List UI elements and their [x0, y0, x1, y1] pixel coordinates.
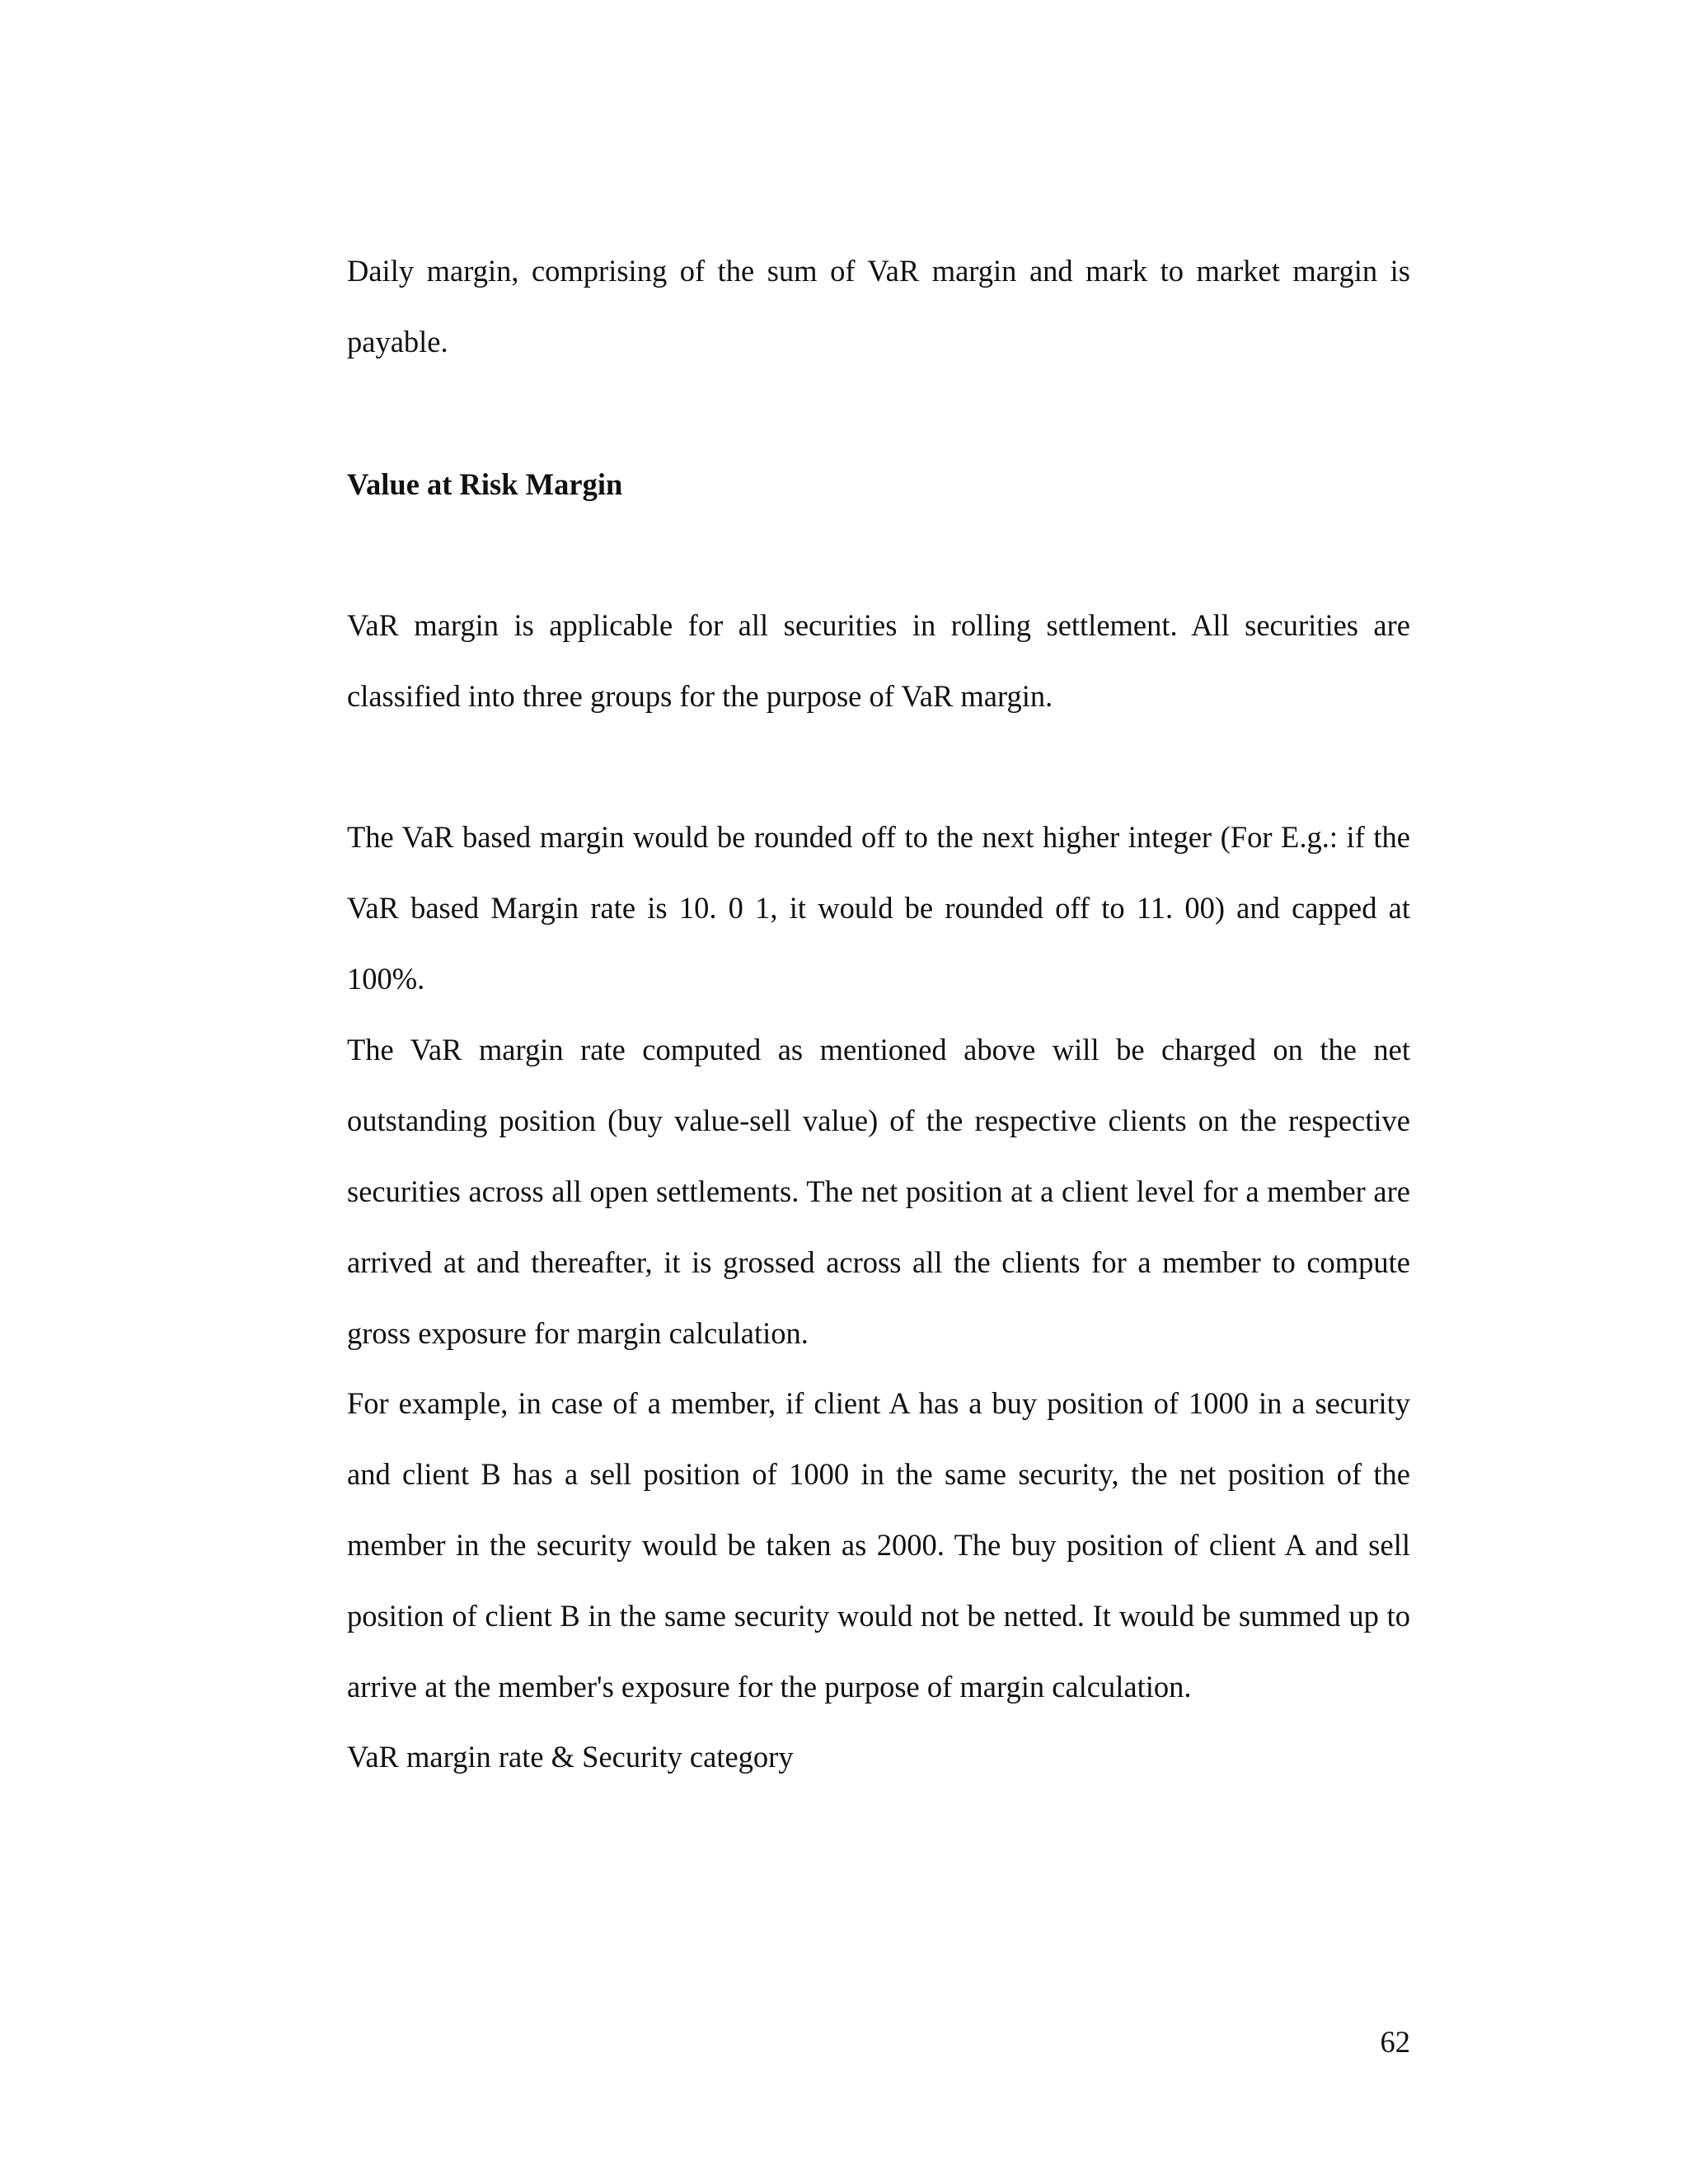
- paragraph-category-line: VaR margin rate & Security category: [347, 1740, 794, 1774]
- paragraph-rounding: The VaR based margin would be rounded off to the next higher integer (For E.g.: if the VaR based Margin rate is 10. 0 1, it would be rounded off to 11. 00) and capped at 100%.: [347, 820, 1410, 996]
- section-heading: Value at Risk Margin: [347, 467, 623, 501]
- paragraph-daily-margin: Daily margin, comprising of the sum of VaR margin and mark to market margin is payable.: [347, 254, 1410, 359]
- page-number: 62: [1380, 2025, 1410, 2059]
- paragraph-example: For example, in case of a member, if client A has a buy position of 1000 in a security and client B has a sell position of 1000 in the same security, the net position of the member in the security would be taken as 2000. The buy position of client A and sell position of client B in the same security would not be netted. It would be summed up to arrive at the member's exposure for the purpose of margin calculation.: [347, 1386, 1410, 1704]
- paragraph-net-position: The VaR margin rate computed as mentioned above will be charged on the net outstanding position (buy value-sell value) of the respective clients on the respective securities across all open settlements. The net position at a client level for a member are arrived at and thereafter, it is grossed across all the clients for a member to compute gross exposure for margin calculation.: [347, 1033, 1410, 1350]
- paragraph-var-applicable: VaR margin is applicable for all securities in rolling settlement. All securities are classified into three groups for the purpose of VaR margin.: [347, 608, 1410, 713]
